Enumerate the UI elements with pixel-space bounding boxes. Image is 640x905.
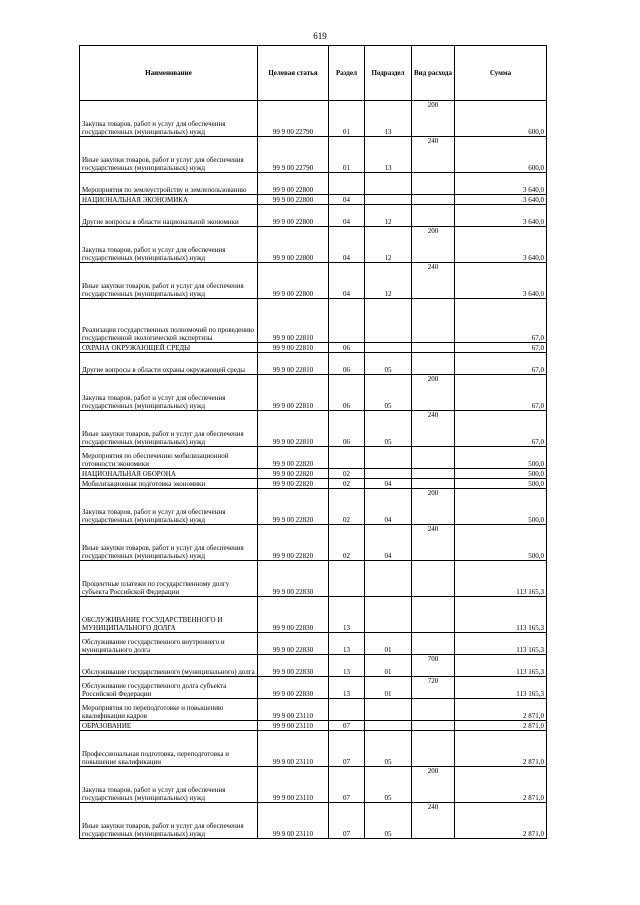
row-section: 04 (329, 263, 365, 299)
row-name: Иные закупки товаров, работ и услуг для обеспечения государственных (муниципальных) нужд (80, 803, 258, 839)
row-target: 99 9 00 23110 (258, 803, 329, 839)
row-sum: 2 871,0 (455, 731, 547, 767)
row-subsection: 04 (365, 489, 412, 525)
row-sum: 500,0 (455, 525, 547, 561)
row-section: 02 (329, 489, 365, 525)
row-name: Другие вопросы в области национальной экономики (80, 205, 258, 227)
row-section: 06 (329, 375, 365, 411)
table-row (80, 655, 547, 677)
row-name: Обслуживание государственного (муниципального) долга (80, 655, 258, 677)
row-section (329, 699, 365, 721)
row-name: ОХРАНА ОКРУЖАЮЩЕЙ СРЕДЫ (80, 343, 258, 353)
header-sum: Сумма (455, 46, 547, 101)
row-name: Мероприятия по переподготовке и повышению квалификации кадров (80, 699, 258, 721)
row-section: 13 (329, 677, 365, 699)
row-target: 99 9 00 22820 (258, 489, 329, 525)
table-row (80, 195, 547, 205)
row-section: 01 (329, 101, 365, 137)
row-type (412, 353, 455, 375)
row-target: 99 9 00 22800 (258, 173, 329, 195)
row-target: 99 9 00 22790 (258, 101, 329, 137)
row-sum: 113 165,3 (455, 561, 547, 597)
row-name: Иные закупки товаров, работ и услуг для обеспечения государственных (муниципальных) нужд (80, 263, 258, 299)
row-type: 720 (412, 677, 455, 699)
row-subsection (365, 447, 412, 469)
row-type: 700 (412, 655, 455, 677)
row-section: 06 (329, 343, 365, 353)
row-section: 02 (329, 479, 365, 489)
row-subsection: 05 (365, 353, 412, 375)
row-type: 240 (412, 525, 455, 561)
row-type (412, 469, 455, 479)
row-section (329, 561, 365, 597)
row-section: 07 (329, 731, 365, 767)
header-type: Вид расхода (412, 46, 455, 101)
row-subsection: 05 (365, 411, 412, 447)
table-row (80, 699, 547, 721)
row-section: 01 (329, 137, 365, 173)
row-type: 200 (412, 375, 455, 411)
row-section: 07 (329, 803, 365, 839)
row-section: 13 (329, 597, 365, 633)
row-subsection: 01 (365, 633, 412, 655)
row-target: 99 9 00 22790 (258, 137, 329, 173)
row-target: 99 9 00 22830 (258, 633, 329, 655)
row-type: 200 (412, 227, 455, 263)
row-section: 13 (329, 633, 365, 655)
row-name: Закупка товаров, работ и услуг для обеспечения государственных (муниципальных) нужд (80, 767, 258, 803)
row-section: 07 (329, 767, 365, 803)
row-section (329, 173, 365, 195)
row-subsection: 04 (365, 525, 412, 561)
row-section: 04 (329, 205, 365, 227)
table-row (80, 479, 547, 489)
row-subsection (365, 597, 412, 633)
row-target: 99 9 00 22800 (258, 227, 329, 263)
row-type (412, 699, 455, 721)
table-row (80, 489, 547, 525)
row-name: Обслуживание государственного внутреннего и муниципального долга (80, 633, 258, 655)
row-sum: 67,0 (455, 343, 547, 353)
row-name: ОБСЛУЖИВАНИЕ ГОСУДАРСТВЕННОГО И МУНИЦИПАЛЬНОГО ДОЛГА (80, 597, 258, 633)
row-subsection (365, 343, 412, 353)
row-subsection: 04 (365, 479, 412, 489)
row-name: Закупка товаров, работ и услуг для обеспечения государственных (муниципальных) нужд (80, 227, 258, 263)
row-type (412, 447, 455, 469)
row-target: 99 9 00 22820 (258, 447, 329, 469)
row-subsection (365, 195, 412, 205)
table-row (80, 767, 547, 803)
row-type (412, 597, 455, 633)
row-name: Закупка товаров, работ и услуг для обеспечения государственных (муниципальных) нужд (80, 489, 258, 525)
row-subsection (365, 699, 412, 721)
row-type: 200 (412, 101, 455, 137)
row-target: 99 9 00 22830 (258, 677, 329, 699)
row-sum: 500,0 (455, 447, 547, 469)
table-row (80, 173, 547, 195)
row-type (412, 721, 455, 731)
row-type (412, 479, 455, 489)
row-type (412, 205, 455, 227)
row-name: Закупка товаров, работ и услуг для обеспечения государственных (муниципальных) нужд (80, 101, 258, 137)
budget-table (79, 45, 547, 839)
table-row (80, 525, 547, 561)
header-section: Раздел (329, 46, 365, 101)
row-target: 99 9 00 22810 (258, 411, 329, 447)
row-name: Другие вопросы в области охраны окружающей среды (80, 353, 258, 375)
table-row (80, 101, 547, 137)
row-sum: 2 871,0 (455, 721, 547, 731)
row-name: Закупка товаров, работ и услуг для обеспечения государственных (муниципальных) нужд (80, 375, 258, 411)
row-name: Реализация государственных полномочий по проведению государственной экологической экспертизы (80, 299, 258, 343)
row-sum: 500,0 (455, 489, 547, 525)
row-subsection (365, 173, 412, 195)
table-row (80, 137, 547, 173)
row-name: НАЦИОНАЛЬНАЯ ОБОРОНА (80, 469, 258, 479)
row-sum: 3 640,0 (455, 227, 547, 263)
row-target: 99 9 00 22810 (258, 353, 329, 375)
table-row (80, 343, 547, 353)
row-section: 04 (329, 195, 365, 205)
row-sum: 2 871,0 (455, 767, 547, 803)
row-target: 99 9 00 22820 (258, 469, 329, 479)
row-type: 240 (412, 137, 455, 173)
row-type: 240 (412, 411, 455, 447)
row-section: 04 (329, 227, 365, 263)
table-row (80, 731, 547, 767)
row-target: 99 9 00 22800 (258, 263, 329, 299)
row-name: Мобилизационная подготовка экономики (80, 479, 258, 489)
row-section: 06 (329, 353, 365, 375)
row-sum: 3 640,0 (455, 263, 547, 299)
table-row (80, 375, 547, 411)
table-row (80, 469, 547, 479)
row-sum: 500,0 (455, 479, 547, 489)
row-subsection (365, 561, 412, 597)
row-subsection (365, 721, 412, 731)
table-row (80, 263, 547, 299)
row-name: Процентные платежи по государственному долгу субъекта Российской Федерации (80, 561, 258, 597)
header-row (80, 46, 547, 101)
row-sum: 113 165,3 (455, 633, 547, 655)
row-type (412, 561, 455, 597)
table-row (80, 447, 547, 469)
row-name: Иные закупки товаров, работ и услуг для обеспечения государственных (муниципальных) нужд (80, 137, 258, 173)
row-type: 240 (412, 803, 455, 839)
row-subsection: 12 (365, 263, 412, 299)
row-type (412, 731, 455, 767)
row-target: 99 9 00 22810 (258, 343, 329, 353)
row-sum: 113 165,3 (455, 597, 547, 633)
row-sum: 67,0 (455, 353, 547, 375)
row-name: Мероприятия по землеустройству и землепользованию (80, 173, 258, 195)
row-target: 99 9 00 22820 (258, 479, 329, 489)
table-row (80, 561, 547, 597)
row-sum: 500,0 (455, 469, 547, 479)
row-target: 99 9 00 22830 (258, 561, 329, 597)
row-name: Обслуживание государственного долга субъекта Российской Федерации (80, 677, 258, 699)
row-name: Иные закупки товаров, работ и услуг для обеспечения государственных (муниципальных) нужд (80, 525, 258, 561)
row-type (412, 633, 455, 655)
row-section: 06 (329, 411, 365, 447)
row-type (412, 299, 455, 343)
row-name: Профессиональная подготовка, переподготовка и повышение квалификации (80, 731, 258, 767)
row-subsection: 05 (365, 767, 412, 803)
row-target: 99 9 00 23110 (258, 699, 329, 721)
row-sum: 600,0 (455, 137, 547, 173)
row-target: 99 9 00 22800 (258, 205, 329, 227)
row-subsection: 01 (365, 655, 412, 677)
row-subsection (365, 299, 412, 343)
row-type: 200 (412, 489, 455, 525)
table-row (80, 353, 547, 375)
table-row (80, 633, 547, 655)
row-sum: 3 640,0 (455, 205, 547, 227)
row-subsection: 12 (365, 227, 412, 263)
row-target: 99 9 00 22810 (258, 375, 329, 411)
header-target: Целевая статья (258, 46, 329, 101)
row-sum: 2 871,0 (455, 699, 547, 721)
table-row (80, 597, 547, 633)
header-name: Наименование (80, 46, 258, 101)
row-section: 02 (329, 525, 365, 561)
row-sum: 2 871,0 (455, 803, 547, 839)
row-sum: 600,0 (455, 101, 547, 137)
row-target: 99 9 00 22810 (258, 299, 329, 343)
row-name: Иные закупки товаров, работ и услуг для обеспечения государственных (муниципальных) нужд (80, 411, 258, 447)
row-sum: 113 165,3 (455, 677, 547, 699)
row-target: 99 9 00 22830 (258, 655, 329, 677)
row-type (412, 173, 455, 195)
row-subsection: 01 (365, 677, 412, 699)
page-number: 619 (313, 31, 327, 41)
row-name: НАЦИОНАЛЬНАЯ ЭКОНОМИКА (80, 195, 258, 205)
row-target: 99 9 00 22830 (258, 597, 329, 633)
row-subsection (365, 469, 412, 479)
table-row (80, 299, 547, 343)
table-row (80, 803, 547, 839)
row-sum: 67,0 (455, 411, 547, 447)
row-subsection: 13 (365, 101, 412, 137)
row-target: 99 9 00 23110 (258, 767, 329, 803)
row-sum: 67,0 (455, 375, 547, 411)
row-name: Мероприятия по обеспечению мобилизационной готовности экономики (80, 447, 258, 469)
table-row (80, 227, 547, 263)
row-section (329, 299, 365, 343)
row-name: ОБРАЗОВАНИЕ (80, 721, 258, 731)
row-section: 13 (329, 655, 365, 677)
table-row (80, 677, 547, 699)
table-row (80, 721, 547, 731)
row-target: 99 9 00 23110 (258, 731, 329, 767)
row-subsection: 05 (365, 375, 412, 411)
row-subsection: 05 (365, 731, 412, 767)
row-type: 200 (412, 767, 455, 803)
row-section: 07 (329, 721, 365, 731)
row-target: 99 9 00 22820 (258, 525, 329, 561)
table-row (80, 411, 547, 447)
row-type: 240 (412, 263, 455, 299)
row-type (412, 343, 455, 353)
row-target: 99 9 00 23110 (258, 721, 329, 731)
header-subsection: Подраздел (365, 46, 412, 101)
table-row (80, 205, 547, 227)
row-sum: 113 165,3 (455, 655, 547, 677)
row-section (329, 447, 365, 469)
row-section: 02 (329, 469, 365, 479)
row-type (412, 195, 455, 205)
row-subsection: 13 (365, 137, 412, 173)
row-subsection: 05 (365, 803, 412, 839)
row-sum: 3 640,0 (455, 195, 547, 205)
row-sum: 67,0 (455, 299, 547, 343)
row-subsection: 12 (365, 205, 412, 227)
row-sum: 3 640,0 (455, 173, 547, 195)
row-target: 99 9 00 22800 (258, 195, 329, 205)
